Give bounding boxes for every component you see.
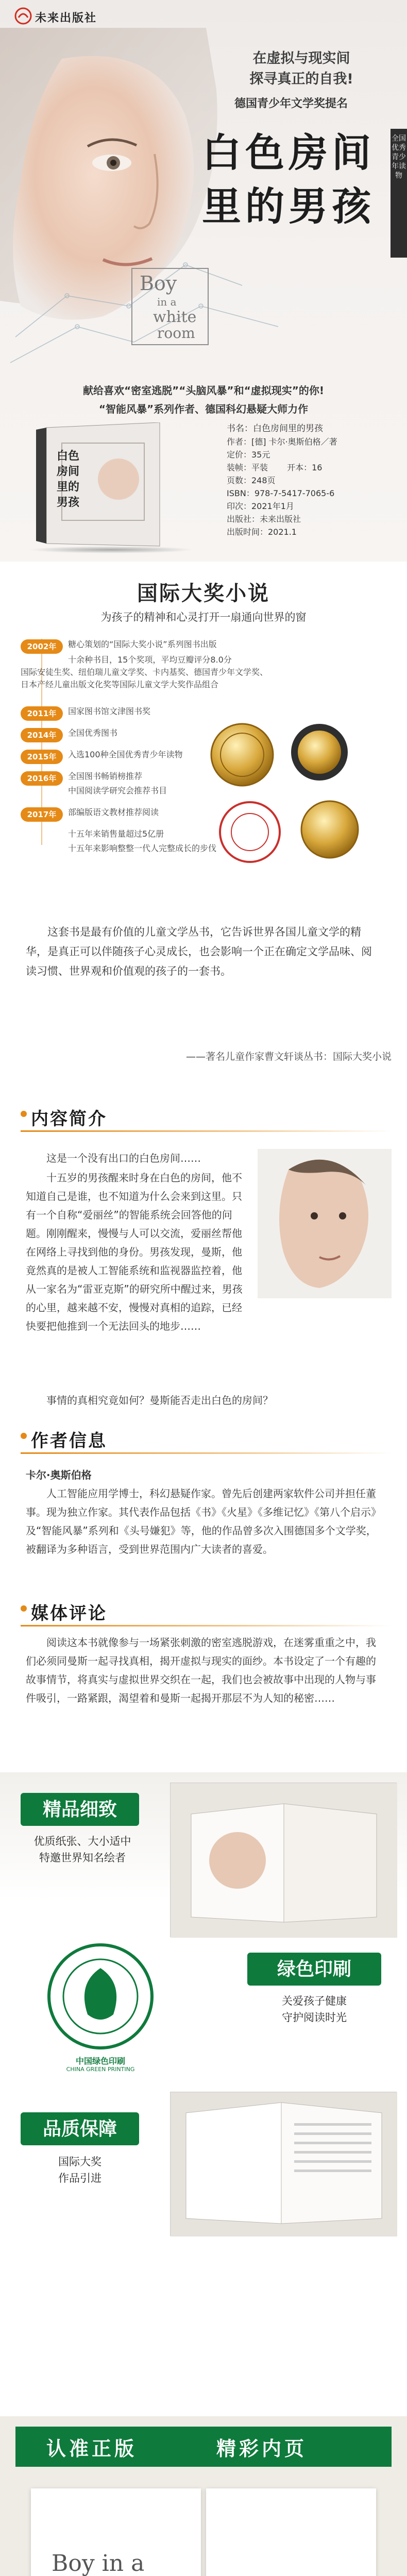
author-title: 作者信息 [31, 1431, 107, 1451]
author-bio: 人工智能应用学博士，科幻悬疑作家。曾先后创建两家软件公司并担任董事。现为独立作家。其代表作品包括《书》《火星》《多维记忆》《第八个启示》及“智能风暴”系列和《头号嫌犯》等，他的作品曾多次入围德国多个文学奖，被翻译为多种语言，受到世界范围内广大读者的喜爱。 [26, 1487, 381, 1555]
heading-underline [21, 1625, 392, 1626]
book-specs [227, 422, 392, 538]
award-quote-source: ——著名儿童作家曹文轩谈丛书：国际大奖小说 [185, 1051, 392, 1062]
author-text [26, 1466, 381, 1558]
boy-portrait-illustration [258, 1149, 392, 1298]
book-title-line-1: 白色房间 [202, 130, 375, 176]
spec-printing: 印次：2021年1月 [227, 501, 294, 511]
logo-word-room: room [157, 325, 195, 342]
year-text: 十五年来影响整整一代人完整成长的步伐 [68, 843, 217, 853]
hero-tagline [216, 48, 386, 90]
book-inner-photo [170, 2092, 397, 2236]
heading-underline [21, 1130, 392, 1132]
feature-quality-desc: 国际大奖 作品引进 [58, 2156, 101, 2184]
content-para: 事情的真相究竟如何？曼斯能否走出白色的房间？ [46, 1394, 273, 1406]
spec-pubdate: 出版时间：2021.1 [227, 527, 297, 537]
author-heading [21, 1425, 149, 1453]
timeline-row [21, 638, 392, 655]
award-section [0, 562, 407, 1103]
timeline-row [21, 678, 392, 696]
review-heading [21, 1597, 149, 1626]
heading-underline [21, 1452, 392, 1454]
spec-title: 书名：白色房间里的男孩 [227, 423, 323, 434]
feature-quality-title: 品质保障 [21, 2112, 139, 2145]
feature-green-desc: 关爱孩子健康 守护阅读时光 [282, 1995, 347, 2024]
promo-text [0, 381, 407, 418]
year-badge: 2017年 [21, 807, 63, 822]
award-subtitle: 为孩子的精神和心灵打开一扇通向世界的窗 [100, 611, 307, 623]
authentic-title-2: 精彩内页 [216, 2437, 308, 2460]
publisher-logo[interactable] [14, 7, 133, 25]
award-quote: 这套书是最有价值的儿童文学丛书，它告诉世界各国儿童文学的精华，是真正可以伴随孩子心灵成长，也会影响一个正在确定文学品味、阅读习惯、世界观和价值观的孩子的一套书。 [26, 926, 372, 977]
quality-section [0, 1772, 407, 2416]
review-text [26, 1633, 381, 1707]
content-intro-heading [21, 1103, 149, 1131]
promo-line-2: “智能风暴”系列作者、德国科幻悬疑大师力作 [98, 403, 309, 415]
cert-caption: 中国绿色印刷 [75, 2056, 125, 2066]
content-para: 这是一个没有出口的白色房间…… [46, 1152, 201, 1164]
tagline-line-2: 探寻真正的自我! [249, 71, 353, 87]
logo-word-white: white [153, 308, 197, 326]
book-title [196, 126, 381, 233]
content-intro-text-2 [26, 1168, 247, 1335]
year-text: 糖心策划的“国际大奖小说”系列图书出版 [68, 639, 217, 649]
feature-fine-desc: 优质纸张、大小适中 特邀世界知名绘者 [33, 1835, 131, 1864]
inner-page-logo: Boy in a [52, 2550, 145, 2576]
spec-publisher: 出版社：未来出版社 [227, 514, 301, 524]
book-spread-photo [170, 1783, 397, 1937]
award-medals-image [201, 703, 376, 873]
content-intro-text [26, 1149, 247, 1167]
year-text: 入选100种全国优秀青少年读物 [68, 750, 183, 759]
heading-dot-icon [21, 1433, 27, 1439]
review-body: 阅读这本书就像参与一场紧张刺激的密室逃脱游戏，在迷雾重重之中，我们必须同曼斯一起寻找真相，揭开虚拟与现实的面纱。本书设定了一个有趣的故事情节，将真实与虚拟世界交织在一起，我们也会被故事中出现的人物与事件吸引，一路紧跟，渴望着和曼斯一起揭开那层不为人知的秘密…… [26, 1636, 376, 1704]
year-badge: 2015年 [21, 750, 63, 764]
inner-page-2 [206, 2488, 376, 2576]
side-tag: 全国优秀青少年读物 [391, 129, 407, 258]
feature-green-title: 绿色印刷 [247, 1953, 381, 1986]
heading-dot-icon [21, 1605, 27, 1612]
year-text: 国际安徒生奖、纽伯瑞儿童文学奖、卡内基奖、德国青少年文学奖、 [21, 667, 268, 677]
promo-line-1: 献给喜欢“密室逃脱”“头脑风暴”和“虚拟现实”的你! [83, 384, 324, 397]
authentic-title-1: 认准正版 [46, 2437, 138, 2460]
hero-section [0, 0, 407, 562]
spec-pages: 页数：248页 [227, 476, 276, 485]
authentic-section [0, 2416, 407, 2576]
year-text: 十五年来销售量超过5亿册 [68, 829, 164, 839]
spec-binding: 装帧：平装 开本：16 [227, 463, 323, 472]
content-section [0, 1103, 407, 1721]
authentic-banner [15, 2427, 392, 2467]
publisher-logo-icon [14, 7, 32, 25]
feature-fine-title: 精品细致 [21, 1793, 139, 1826]
year-text: 十余种书目，15个奖项，平均豆瓣评分8.0分 [68, 655, 232, 665]
year-text: 全国图书畅销榜推荐 [68, 771, 143, 781]
author-name: 卡尔·奥斯伯格 [26, 1469, 92, 1481]
award-nomination: 德国青少年文学奖提名 [234, 97, 348, 110]
cert-caption-en: CHINA GREEN PRINTING [66, 2066, 135, 2073]
year-text: 全国优秀图书 [68, 728, 118, 738]
content-intro-title: 内容简介 [31, 1109, 107, 1129]
spec-isbn: ISBN：978-7-5417-7065-6 [227, 488, 335, 498]
boy-in-white-room-logo [131, 268, 209, 345]
heading-dot-icon [21, 1111, 27, 1117]
top-bar [0, 0, 407, 28]
book-title-line-2: 里的男孩 [202, 183, 375, 229]
green-printing-cert-icon [46, 1942, 155, 2050]
content-intro-text-3 [26, 1391, 381, 1410]
logo-word-in-a: in a [157, 296, 177, 308]
inner-page-1 [31, 2488, 201, 2576]
year-text: 国家图书馆文津图书奖 [68, 706, 151, 716]
year-text: 中国阅读学研究会推荐书目 [68, 786, 167, 795]
year-badge: 2011年 [21, 706, 63, 721]
review-title: 媒体评论 [31, 1603, 107, 1624]
award-title: 国际大奖小说 [137, 581, 270, 605]
book-cover-title: 白色 房间 里的 男孩 [57, 449, 80, 509]
spec-author: 作者：[德] 卡尔·奥斯伯格／著 [227, 437, 337, 447]
book-cover-image [31, 422, 185, 551]
book-shadow [29, 546, 194, 553]
year-badge: 2016年 [21, 771, 63, 786]
logo-word-boy: Boy [140, 272, 177, 295]
spec-price: 定价：35元 [227, 450, 270, 460]
year-badge: 2002年 [21, 639, 63, 654]
year-text: 部编版语文教材推荐阅读 [68, 807, 159, 817]
book-open-illustration [171, 1783, 397, 1938]
tagline-line-1: 在虚拟与现实间 [252, 50, 350, 66]
book-pages-illustration [171, 2092, 397, 2236]
publisher-name: 未来出版社 [35, 11, 97, 25]
year-badge: 2014年 [21, 728, 63, 742]
year-text: 日本产经儿童出版文化奖等国际儿童文学大奖作品组合 [21, 680, 219, 689]
content-para: 十五岁的男孩醒来时身在白色的房间，他不知道自己是谁，也不知道为什么会来到这里。只有一个自称“爱丽丝”的智能系统会回答他的问题。刚刚醒来，慢慢与人可以交流，爱丽丝帮他在网络上寻找到他的身份。男孩发现，曼斯，他竟然真的是被人工智能系统和监视器监控着，他从一家名为“雷亚克斯”的研究所中醒过来，男孩的心里，越来越不安，慢慢对真相的追踪，已经快要把他推到一个无法回头的地步…… [26, 1172, 243, 1332]
